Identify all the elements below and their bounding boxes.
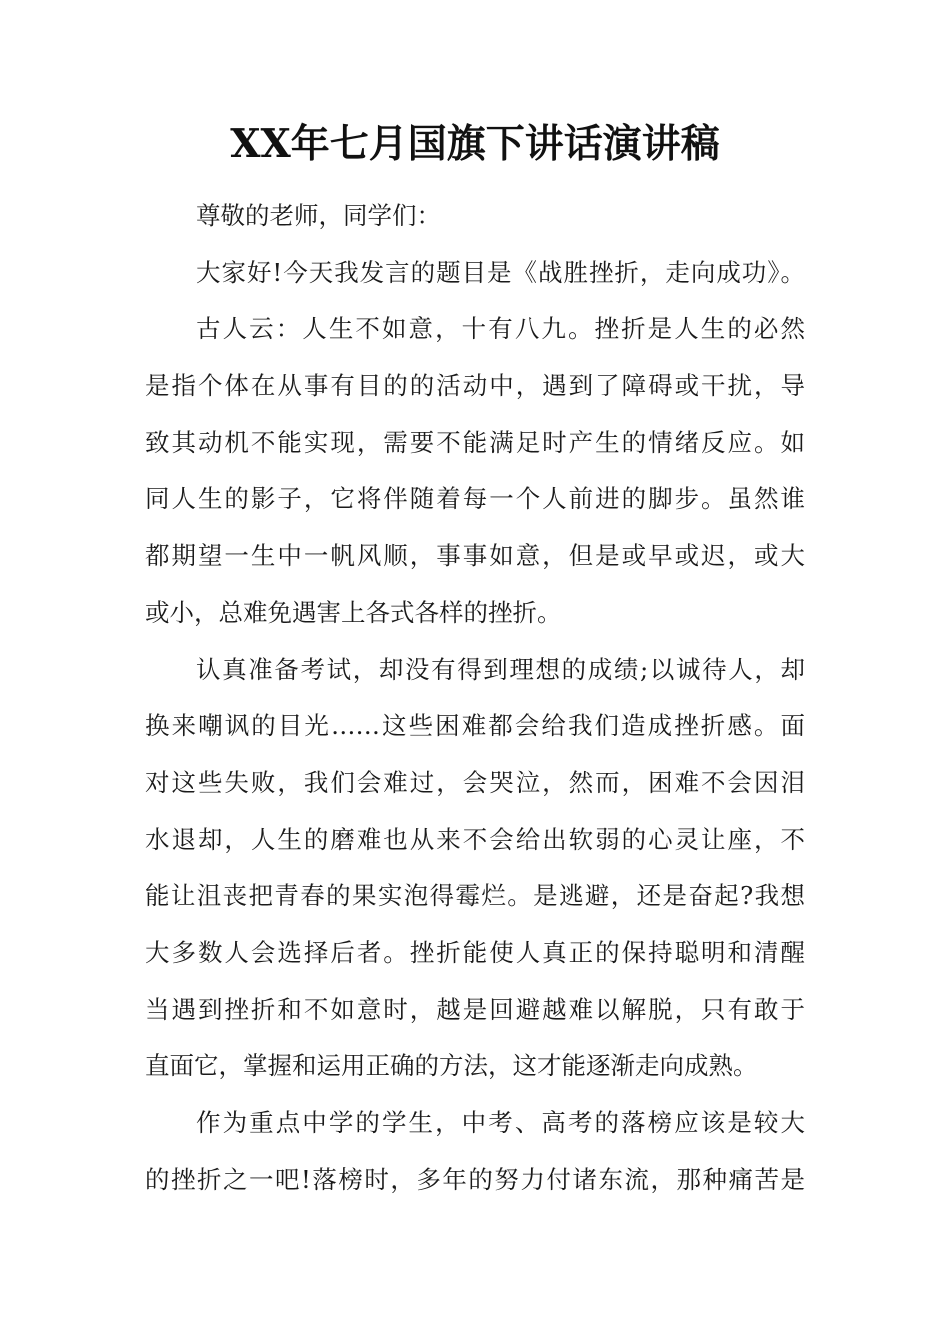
text-line: 古人云：人生不如意，十有八九。挫折是人生的必然	[196, 314, 805, 344]
text-line: 都期望一生中一帆风顺，事事如意，但是或早或迟，或大	[145, 541, 805, 571]
text-line: 作为重点中学的学生，中考、高考的落榜应该是较大	[196, 1108, 805, 1137]
text-line: 换来嘲讽的目光……这些困难都会给我们造成挫折感。面	[145, 711, 805, 741]
text-line: 认真准备考试，却没有得到理想的成绩;以诚待人，却	[196, 654, 805, 684]
text-line: 的挫折之一吧!落榜时，多年的努力付诸东流，那种痛苦是	[145, 1164, 805, 1194]
text-line: 大家好!今天我发言的题目是《战胜挫折，走向成功》。	[196, 257, 805, 287]
text-line: 直面它，掌握和运用正确的方法，这才能逐渐走向成熟。	[145, 1051, 758, 1081]
text-line: 当遇到挫折和不如意时，越是回避越难以解脱，只有敢于	[145, 994, 805, 1024]
text-line: 是指个体在从事有目的的活动中，遇到了障碍或干扰，导	[145, 371, 805, 401]
document-title: XX年七月国旗下讲话演讲稿	[230, 121, 720, 167]
text-line: 大多数人会选择后者。挫折能使人真正的保持聪明和清醒	[145, 937, 805, 967]
text-line: 尊敬的老师，同学们：	[196, 201, 441, 230]
text-line: 水退却，人生的磨难也从来不会给出软弱的心灵让座，不	[145, 824, 805, 854]
text-line: 对这些失败，我们会难过，会哭泣，然而，困难不会因泪	[145, 767, 805, 797]
document-body	[145, 188, 805, 1208]
text-line: 致其动机不能实现，需要不能满足时产生的情绪反应。如	[145, 427, 805, 457]
text-line: 能让沮丧把青春的果实泡得霉烂。是逃避，还是奋起?我想	[145, 881, 805, 911]
text-line: 同人生的影子，它将伴随着每一个人前进的脚步。虽然谁	[145, 484, 805, 514]
text-line: 或小，总难免遇害上各式各样的挫折。	[145, 597, 562, 627]
